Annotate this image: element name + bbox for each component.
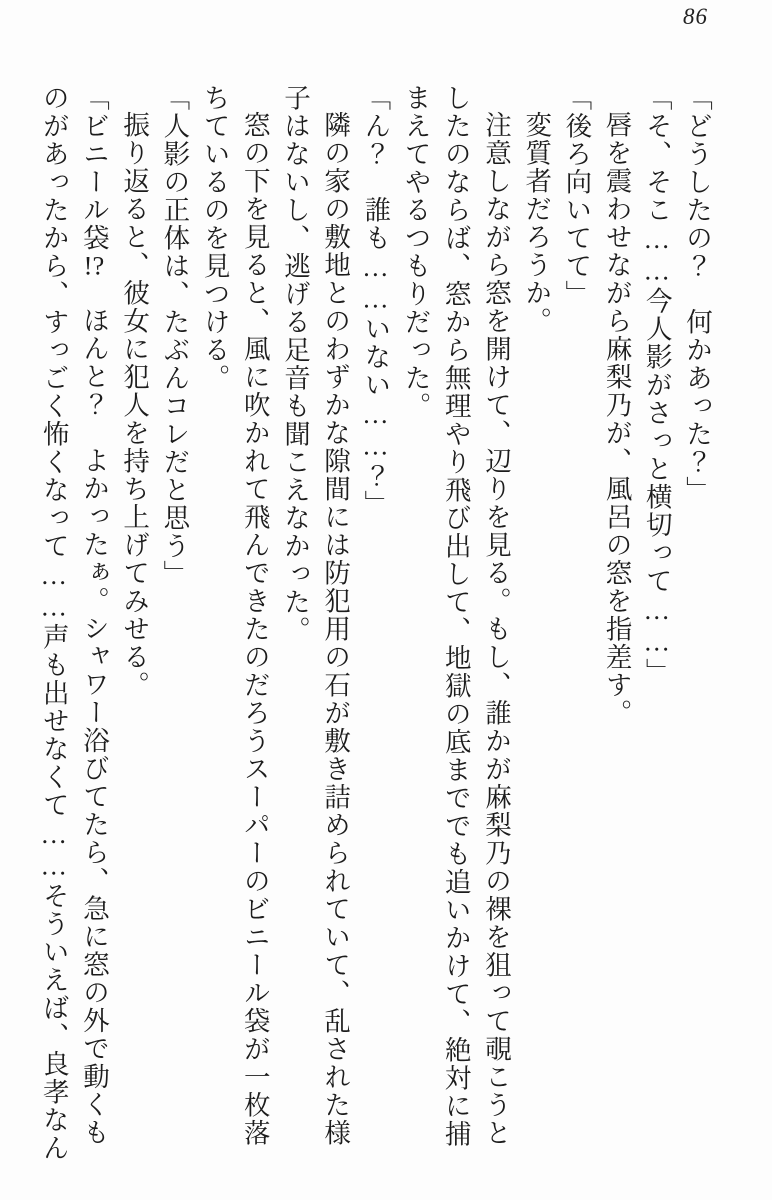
vertical-text-block — [33, 84, 717, 1169]
text-line: 「どうしたの？ 何かあった？」 — [682, 84, 712, 504]
text-line: のがあったから、すっごく怖くなって……声も出せなくて……そういえば、良孝なん — [38, 84, 69, 1162]
text-line: したのならば、窓から無理やり飛び出して、地獄の底まででも追いかけて、絶対に捕 — [440, 84, 471, 1148]
text-line: 窓の下を見ると、風に吹かれて飛んできたのだろうスーパーのビニール袋が一枚落 — [239, 110, 270, 1147]
page-number: 86 — [683, 4, 708, 29]
text-line: 注意しながら窓を開けて、辺りを見る。もし、誰かが麻梨乃の裸を狙って覗こうと — [480, 110, 511, 1147]
text-line: 「そ、そこ……今人影がさっと横切って……」 — [641, 84, 672, 686]
text-line: 隣の家の敷地とのわずかな隙間には防犯用の石が敷き詰められていて、乱された様 — [320, 110, 351, 1147]
text-line: 振り返ると、彼女に犯人を持ち上げてみせる。 — [119, 110, 150, 699]
tatechuyoko-exclamation-question: !? — [83, 252, 105, 279]
text-line: 「ん？ 誰も……いない……？」 — [360, 84, 391, 518]
text-line: まえてやるつもりだった。 — [400, 84, 431, 420]
text-line: 唇を震わせながら麻梨乃が、風呂の窓を指差す。 — [601, 110, 632, 727]
text-line: 「後ろ向いてて」 — [561, 84, 592, 308]
text-line: 「人影の正体は、たぶんコレだと思う」 — [159, 84, 190, 588]
text-line: ちているのを見つける。 — [199, 84, 230, 392]
text-line: 変質者だろうか。 — [521, 110, 552, 335]
text-line: 子はないし、逃げる足音も聞こえなかった。 — [279, 84, 310, 644]
text-line: 「ビニール袋!? ほんと？ よかったぁ。シャワー浴びてたら、急に窓の外で動くも — [78, 84, 109, 1147]
